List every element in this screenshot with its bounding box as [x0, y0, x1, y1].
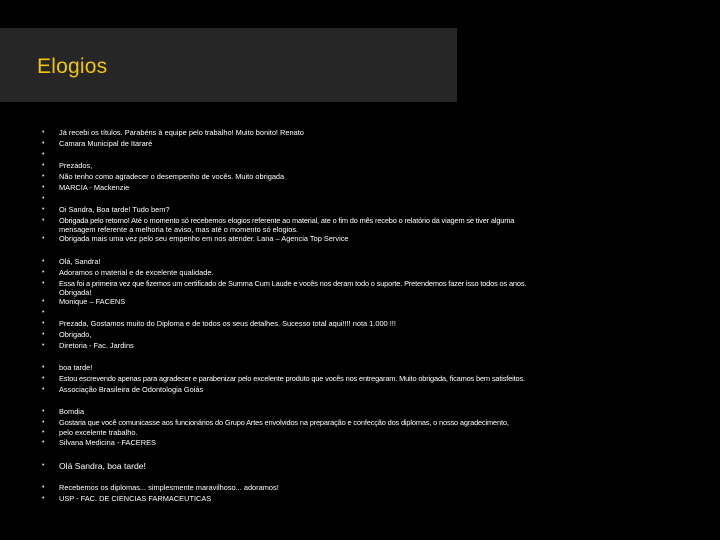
list-item: • Associação Brasileira de Odontologia Goiás: [59, 385, 709, 395]
list-item: • Recebemos os diplomas... simplesmente maravilhoso... adoramos!: [59, 483, 709, 493]
list-item: • Diretoria - Fac. Jardins: [59, 341, 709, 351]
list-item: • USP - FAC. DE CIENCIAS FARMACEUTICAS: [59, 494, 709, 504]
list-item: • Prezada, Gostamos muito do Diploma e de todos os seus detalhes. Sucesso total aqui!!!! nota 1.000 !!!: [59, 319, 709, 329]
list-item: • Oi Sandra, Boa tarde! Tudo bem?: [59, 205, 709, 215]
list-item: • Não tenho como agradecer o desempenho de vocês. Muito obrigada: [59, 172, 709, 182]
list-item: • Camara Municipal de Itararé: [59, 139, 709, 149]
list-item: • Obrigada mais uma vez pelo seu empenho em nos atender. Lana – Agencia Top Service: [59, 234, 709, 244]
list-item: • Prezados,: [59, 161, 709, 171]
list-item: • Bomdia: [59, 407, 709, 417]
list-item: • Olá Sandra, boa tarde!: [59, 461, 709, 471]
list-item: • Silvana Medicina - FACERES: [59, 438, 709, 448]
list-item: • pelo excelente trabalho.: [59, 428, 709, 438]
slide-title: Elogios: [37, 55, 108, 78]
list-item: • Obrigado,: [59, 330, 709, 340]
list-item: • Olá, Sandra!: [59, 257, 709, 267]
list-item: • Monique – FACENS: [59, 297, 709, 307]
list-item: • Essa foi a primeira vez que fizemos um certificado de Summa Cum Laude e vocês nos deram todo o suporte. Pretendemos fazer isso todos os anos.: [59, 279, 709, 289]
list-item: • Já recebi os títulos. Parabéns à equipe pelo trabalho! Muito bonito! Renato: [59, 128, 709, 138]
list-item: • MARCIA - Mackenzie: [59, 183, 709, 193]
list-item: • Gostaria que você comunicasse aos funcionários do Grupo Artes envolvidos na preparação e confecção dos diplomas, o nosso agradecimento,: [59, 418, 709, 428]
list-item: • Obrigada pelo retorno! Até o momento só recebemos elogios referente ao material, ate o fim do mês recebo o relatório da viagem se tiver alguma: [59, 216, 709, 226]
list-item: mensagem referente a melhoria te aviso, mas até o momento só elogios.: [59, 225, 299, 234]
list-item: • boa tarde!: [59, 363, 709, 373]
list-item: • Adoramos o material e de excelente qualidade.: [59, 268, 709, 278]
list-item: Obrigada!: [59, 288, 92, 297]
list-item: • Estou escrevendo apenas para agradecer e parabenizar pelo excelente produto que vocês nos entregaram. Muito obrigada, ficamos bem satisfeitos.: [59, 374, 709, 384]
